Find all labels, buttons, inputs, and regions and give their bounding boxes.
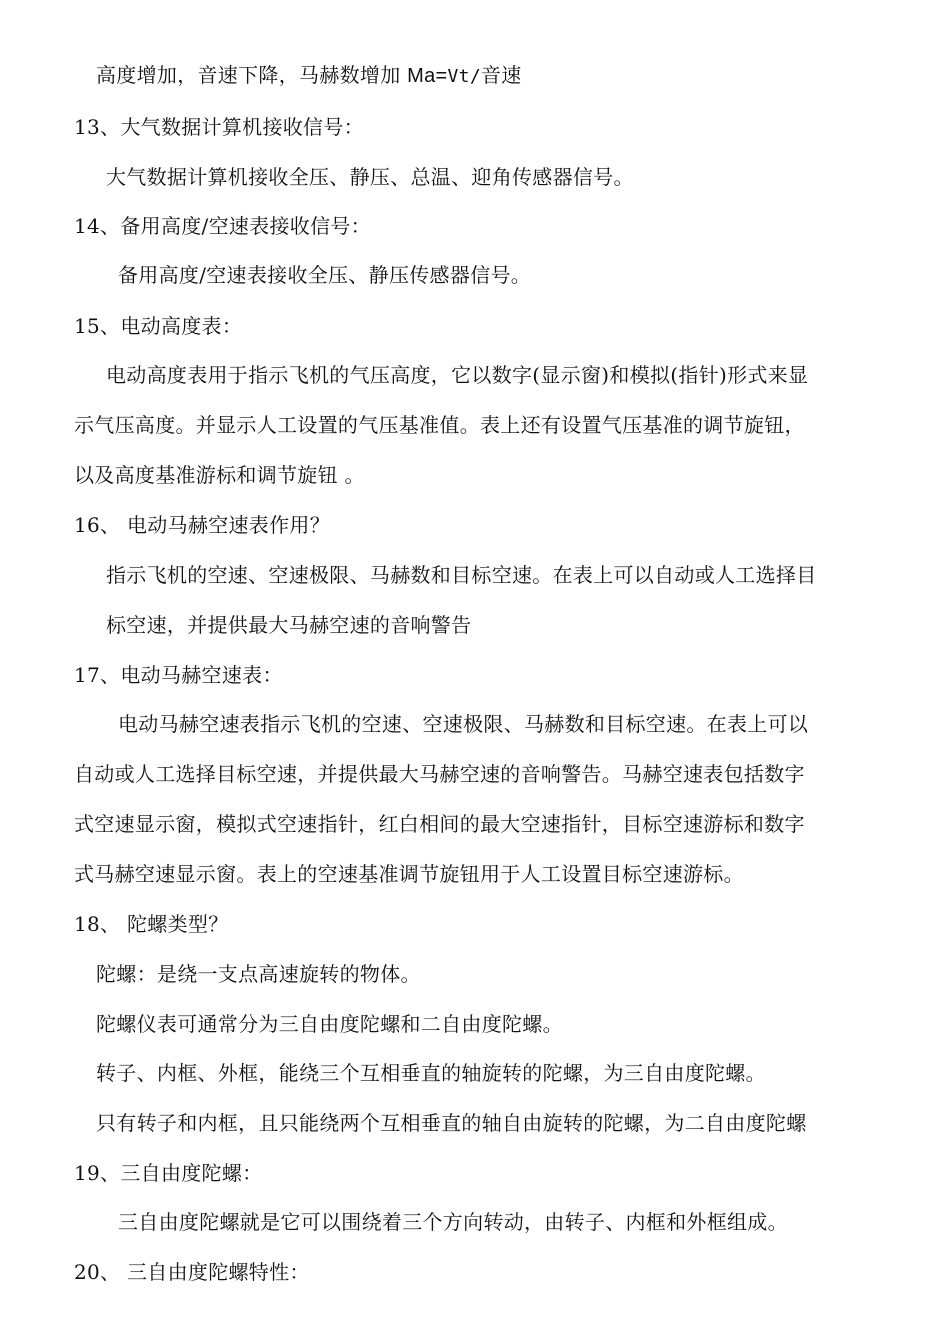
paragraph-15-line-3: 以及高度基准游标和调节旋钮 。	[74, 463, 365, 487]
heading-15: 15、电动高度表：	[74, 314, 243, 338]
paragraph-14: 备用高度/空速表接收全压、静压传感器信号。	[118, 263, 532, 287]
paragraph-17-line-2: 自动或人工选择目标空速，并提供最大马赫空速的音响警告。马赫空速表包括数字	[74, 762, 805, 786]
heading-19: 19、三自由度陀螺：	[74, 1161, 263, 1185]
paragraph-17-line-4: 式马赫空速显示窗。表上的空速基准调节旋钮用于人工设置目标空速游标。	[74, 862, 744, 886]
heading-13: 13、大气数据计算机接收信号：	[74, 115, 364, 139]
paragraph-19: 三自由度陀螺就是它可以围绕着三个方向转动，由转子、内框和外框组成。	[118, 1210, 788, 1234]
paragraph-18-line-3: 转子、内框、外框，能绕三个互相垂直的轴旋转的陀螺，为三自由度陀螺。	[96, 1061, 766, 1085]
paragraph-15-line-2: 示气压高度。并显示人工设置的气压基准值。表上还有设置气压基准的调节旋钮，	[74, 413, 805, 437]
heading-16: 16、 电动马赫空速表作用？	[74, 513, 331, 537]
heading-20: 20、 三自由度陀螺特性：	[74, 1260, 310, 1284]
line-1-text-a: 高度增加，音速下降，马赫数增加	[96, 63, 408, 87]
line-1-formula-vt: Vt/	[447, 66, 481, 87]
line-1-formula-ma: Ma=	[407, 65, 448, 87]
paragraph-16-line-2: 标空速，并提供最大马赫空速的音响警告	[106, 613, 472, 637]
paragraph-15-line-1: 电动高度表用于指示飞机的气压高度，它以数字(显示窗)和模拟(指针)形式来显	[106, 363, 809, 387]
paragraph-13: 大气数据计算机接收全压、静压、总温、迎角传感器信号。	[106, 165, 634, 189]
paragraph-18-line-4: 只有转子和内框，且只能绕两个互相垂直的轴自由旋转的陀螺，为二自由度陀螺	[96, 1111, 807, 1135]
heading-18: 18、 陀螺类型？	[74, 912, 229, 936]
paragraph-17-line-3: 式空速显示窗，模拟式空速指针，红白相间的最大空速指针，目标空速游标和数字	[74, 812, 805, 836]
paragraph-18-line-1: 陀螺：是绕一支点高速旋转的物体。	[96, 962, 421, 986]
line-1-text-d: 音速	[480, 63, 522, 87]
paragraph-16-line-1: 指示飞机的空速、空速极限、马赫数和目标空速。在表上可以自动或人工选择目	[106, 563, 817, 587]
paragraph-18-line-2: 陀螺仪表可通常分为三自由度陀螺和二自由度陀螺。	[96, 1012, 563, 1036]
paragraph-17-line-1: 电动马赫空速表指示飞机的空速、空速极限、马赫数和目标空速。在表上可以	[118, 712, 809, 736]
heading-17: 17、电动马赫空速表：	[74, 663, 283, 687]
heading-14: 14、备用高度/空速表接收信号：	[74, 214, 371, 238]
line-1	[96, 62, 522, 90]
